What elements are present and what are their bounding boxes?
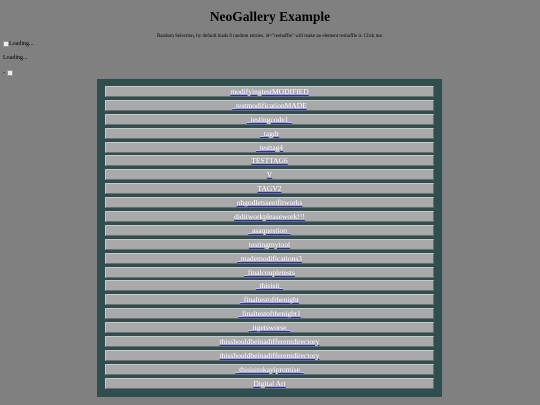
tag-item <box>105 197 434 208</box>
tag-link[interactable]: _finaltestofthenight <box>240 295 299 305</box>
gallery-panel <box>97 79 442 397</box>
tag-link[interactable]: TESTTAG6 <box>251 156 288 166</box>
tag-link[interactable]: _mademodifications3 <box>237 253 302 263</box>
tag-item <box>105 169 434 180</box>
tag-item <box>105 183 434 194</box>
tag-item <box>105 308 434 319</box>
broken-image-icon <box>7 70 13 76</box>
tag-link[interactable]: _thisisitokayipromise_ <box>235 364 304 374</box>
tag-link[interactable]: thisshouldbeinadifferentdirectory <box>219 337 320 347</box>
tag-item <box>105 225 434 236</box>
tag-link[interactable]: _itgetsworse_ <box>248 323 291 333</box>
tag-link[interactable]: _tagdr <box>259 128 280 138</box>
tag-link[interactable]: testingmytool <box>248 239 291 249</box>
tag-item <box>105 267 434 278</box>
broken-image <box>3 70 13 76</box>
tag-item <box>105 155 434 166</box>
tag-link[interactable]: _thisisit_ <box>255 281 284 291</box>
tag-item <box>105 211 434 222</box>
tag-link[interactable]: _finaltestofthenight1 <box>238 309 301 319</box>
broken-image-dash: - <box>3 70 5 76</box>
tag-link[interactable]: diditworkpleasework!!! <box>234 212 305 222</box>
tag-link[interactable]: _asaquestion_ <box>248 225 291 235</box>
tag-list <box>105 86 442 389</box>
tag-link[interactable]: _testmodificationMADE <box>232 100 307 110</box>
tag-link[interactable]: Digital Art <box>253 378 286 388</box>
tag-link[interactable]: modifyingtestMODIFIED <box>230 87 309 96</box>
tag-link[interactable]: ohgodletsseeifitworks <box>236 198 303 208</box>
tag-item <box>105 294 434 305</box>
tag-item <box>105 86 434 97</box>
reshuffle-description[interactable]: Random Selection, by default loads 6 random entries. id="reshuffle" will make an element reshuffle it. Click me. <box>156 34 384 39</box>
tag-link[interactable]: thisshouldbeinadifferentdirectory <box>219 350 320 360</box>
tag-link[interactable]: V <box>266 170 273 180</box>
tag-item <box>105 100 434 111</box>
tag-link[interactable]: TAGV2 <box>257 184 282 194</box>
tag-item <box>105 322 434 333</box>
tag-item <box>105 128 434 139</box>
tag-item <box>105 280 434 291</box>
tag-item <box>105 142 434 153</box>
tag-link[interactable]: _finalcoupletests <box>244 267 295 277</box>
loading-image-alt: Loading... <box>9 41 34 47</box>
tag-item <box>105 114 434 125</box>
tag-link[interactable]: _testtag4 <box>255 142 284 152</box>
loading-text: Loading... <box>3 55 28 61</box>
tag-item <box>105 239 434 250</box>
page-title: NeoGallery Example <box>209 9 331 24</box>
tag-item <box>105 350 434 361</box>
tag-item <box>105 336 434 347</box>
tag-item <box>105 364 434 375</box>
tag-item <box>105 253 434 264</box>
loading-image <box>3 41 34 47</box>
tag-link[interactable]: _testingcode1_ <box>246 114 293 124</box>
tag-item <box>105 378 434 389</box>
